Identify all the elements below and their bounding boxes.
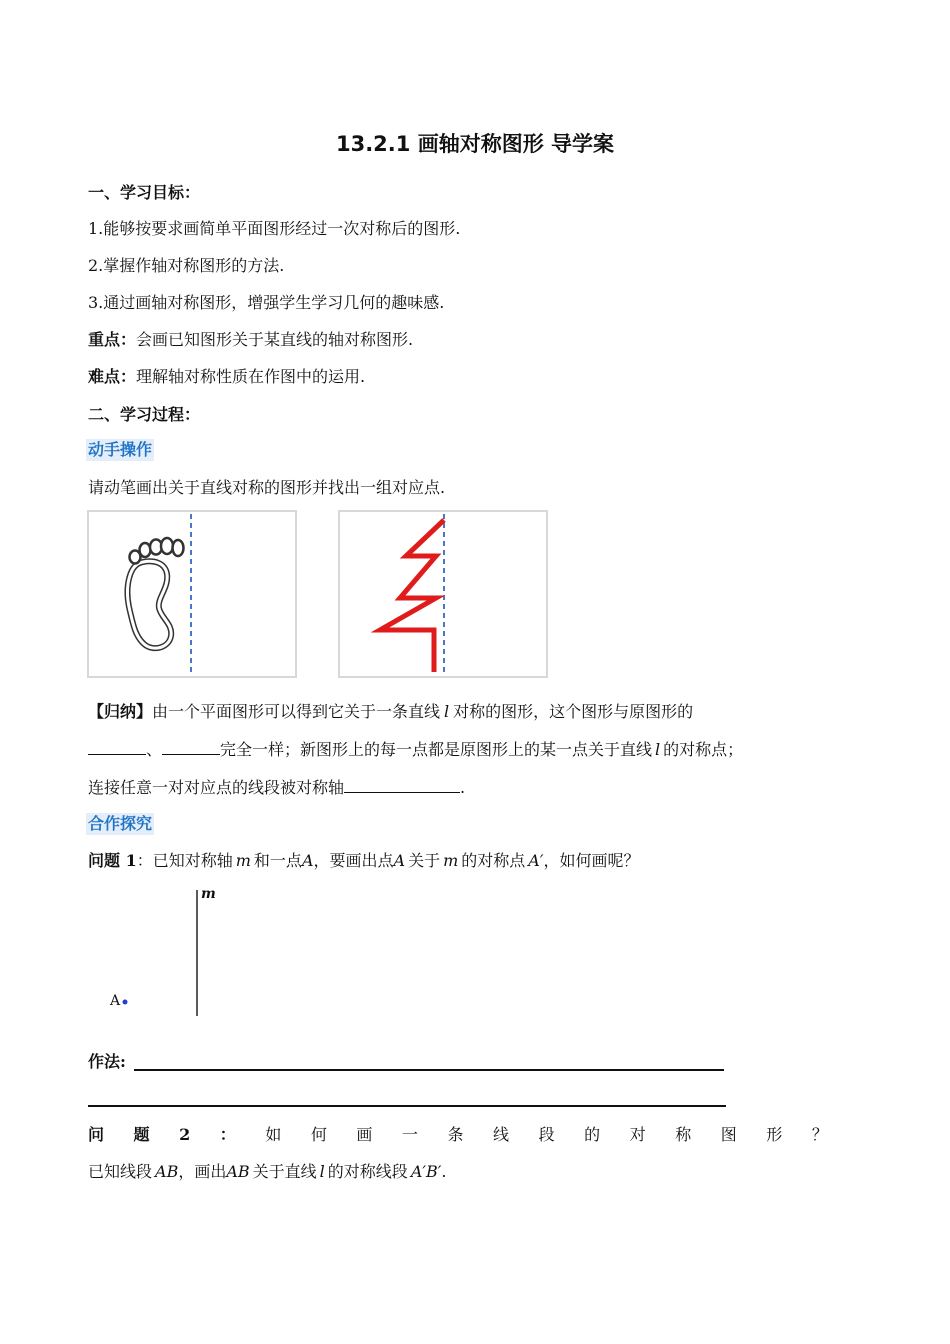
summary-text-1: 由一个平面图形可以得到它关于一条直线 [152, 702, 441, 721]
period: . [441, 1162, 447, 1181]
q2-char: 段 [538, 1125, 555, 1144]
q1-text: 已知对称轴 [152, 851, 233, 870]
summary-text-3: 完全一样；新图形上的每一点都是原图形上的某一点关于直线 [220, 740, 653, 759]
difficulty-label: 难点： [88, 367, 137, 386]
var-AB: AB [155, 1162, 179, 1181]
q2-text: 的对称线段 [327, 1162, 408, 1181]
page-title: 13.2.1 画轴对称图形 导学案 [335, 132, 615, 156]
fill-blank-3[interactable] [344, 777, 460, 793]
point-A-label: A [110, 993, 121, 1009]
q2-char: ： [219, 1125, 236, 1144]
fill-blank-1[interactable] [88, 739, 146, 755]
key-point-text: 会画已知图形关于某直线的轴对称图形. [136, 330, 414, 349]
period: . [460, 778, 466, 797]
var-l: l [444, 702, 450, 721]
q2-char: 称 [675, 1125, 692, 1144]
q1-text: 关于 [408, 851, 441, 870]
fill-blank-2[interactable] [162, 739, 220, 755]
question-2-text [88, 1161, 446, 1183]
q2-char: 问 [88, 1125, 105, 1144]
colon: ： [136, 851, 153, 870]
key-point [88, 329, 413, 351]
summary-line-2 [88, 739, 743, 761]
comma: 、 [146, 740, 163, 759]
var-AB: AB [226, 1162, 250, 1181]
method-answer-line-1[interactable] [134, 1069, 724, 1071]
section-heading-goals: 一、学习目标： [88, 183, 201, 202]
q2-char: 何 [310, 1125, 327, 1144]
key-point-label: 重点： [88, 330, 137, 349]
zigzag-half-figure [380, 520, 444, 672]
zigzag-figure [340, 512, 546, 676]
axis-m-label: m [201, 886, 216, 902]
q2-char: 的 [584, 1125, 601, 1144]
summary-text-4: 的对称点； [663, 740, 744, 759]
question-2-heading [88, 1124, 828, 1146]
summary-text-5: 连接任意一对对应点的线段被对称轴 [88, 778, 345, 797]
q1-text: ，如何画呢？ [543, 851, 640, 870]
q2-text: ，画出 [178, 1162, 227, 1181]
q1-text: ，要画出点 [313, 851, 394, 870]
summary-label: 【归纳】 [88, 702, 153, 721]
q1-text: 和一点 [253, 851, 302, 870]
tag-cooperation: 合作探究 [88, 814, 153, 833]
q2-char: 条 [447, 1125, 464, 1144]
var-m: m [443, 851, 459, 870]
var-l: l [655, 740, 661, 759]
q2-char: 线 [493, 1125, 510, 1144]
difficulty-text: 理解轴对称性质在作图中的运用. [136, 367, 366, 386]
var-A-prime: A′ [528, 851, 544, 870]
difficulty [88, 366, 365, 388]
question-1-label: 问题 1 [88, 851, 137, 870]
q2-char: 一 [401, 1125, 418, 1144]
summary-line-3 [88, 777, 465, 799]
var-m: m [235, 851, 251, 870]
q2-char: 形 [766, 1125, 783, 1144]
goal-2: 2.掌握作轴对称图形的方法. [88, 256, 285, 275]
q2-char: 如 [265, 1125, 282, 1144]
question-1 [88, 850, 639, 872]
q1-text: 的对称点 [461, 851, 526, 870]
var-A: A [393, 851, 406, 870]
goal-1: 1.能够按要求画简单平面图形经过一次对称后的图形. [88, 219, 461, 238]
section-heading-process: 二、学习过程： [88, 405, 201, 424]
zigzag-figure-box [338, 510, 548, 678]
q2-char: 题 [133, 1125, 150, 1144]
q2-char: 图 [720, 1125, 737, 1144]
axis-m-diagram [100, 886, 240, 1020]
q2-text: 已知线段 [88, 1162, 153, 1181]
activity-instruction: 请动笔画出关于直线对称的图形并找出一组对应点. [88, 478, 446, 497]
footprint-figure [89, 512, 295, 676]
footprint-figure-box [87, 510, 297, 678]
point-A-dot [123, 1000, 128, 1005]
goal-3: 3.通过画轴对称图形，增强学生学习几何的趣味感. [88, 293, 445, 312]
q2-text: 关于直线 [252, 1162, 317, 1181]
var-A: A [301, 851, 314, 870]
q2-char: 画 [356, 1125, 373, 1144]
footprint-icon [128, 561, 172, 648]
summary-line-1 [88, 701, 693, 723]
q2-char: ？ [811, 1125, 828, 1144]
q2-char: 2 [179, 1125, 191, 1144]
var-l: l [319, 1162, 325, 1181]
summary-text-2: 对称的图形，这个图形与原图形的 [453, 702, 694, 721]
var-A-prime-B-prime: A′B′ [410, 1162, 442, 1181]
method-answer-line-2[interactable] [88, 1105, 726, 1107]
tag-hands-on: 动手操作 [88, 440, 153, 459]
q2-char: 对 [629, 1125, 646, 1144]
method-label: 作法: [88, 1052, 126, 1071]
